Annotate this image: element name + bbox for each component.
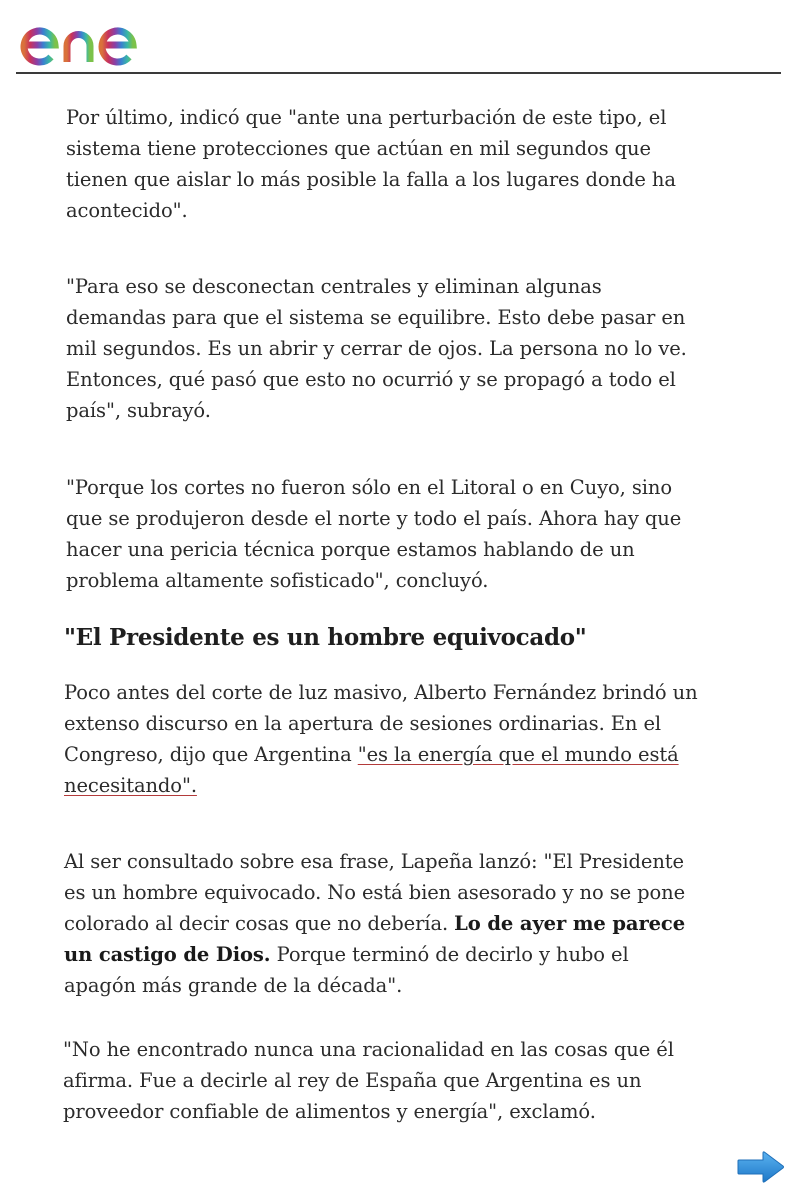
right-arrow-icon <box>735 1150 785 1184</box>
paragraph-text: Al ser consultado sobre esa frase, Lapeña lanzó: "El Presidente es un hombre equivocado. No está bien asesorado y no se pone colorado al decir cosas que no debería. <box>64 850 686 935</box>
next-page-button[interactable] <box>735 1150 785 1184</box>
section-heading: "El Presidente es un hombre equivocado" <box>64 624 587 651</box>
paragraph-text: Poco antes del corte de luz masivo, Alberto Fernández brindó un extenso discurso en la apertura de sesiones ordinarias. En el Congreso, dijo que Argentina <box>64 681 698 766</box>
site-header <box>16 0 781 74</box>
article-paragraph: "No he encontrado nunca una racionalidad en las cosas que él afirma. Fue a decirle al rey de España que Argentina es un proveedor confiable de alimentos y energía", exclamó. <box>63 1038 674 1123</box>
article-paragraph: "Porque los cortes no fueron sólo en el Litoral o en Cuyo, sino que se produjeron desde el norte y todo el país. Ahora hay que hacer una pericia técnica porque estamos hablando de un problema altamente sofisticado", concluyó. <box>66 476 682 592</box>
quote-link[interactable]: "es la energía que el mundo está necesitando". <box>64 743 679 797</box>
enel-logo[interactable] <box>18 14 178 68</box>
article-paragraph <box>64 846 704 1001</box>
bold-quote: Lo de ayer me parece un castigo de Dios. <box>64 912 686 966</box>
article-paragraph: Por último, indicó que "ante una perturbación de este tipo, el sistema tiene protecciones que actúan en mil segundos que tienen que aislar lo más posible la falla a los lugares donde ha acontecido". <box>66 106 676 222</box>
article-paragraph <box>64 677 704 801</box>
article-paragraph: "Para eso se desconectan centrales y eliminan algunas demandas para que el sistema se equilibre. Esto debe pasar en mil segundos. Es un abrir y cerrar de ojos. La persona no lo ve. Entonces, qué pasó que esto no ocurrió y se propagó a todo el país", subrayó. <box>66 275 687 422</box>
paragraph-text: Porque terminó de decirlo y hubo el apagón más grande de la década". <box>64 943 629 997</box>
